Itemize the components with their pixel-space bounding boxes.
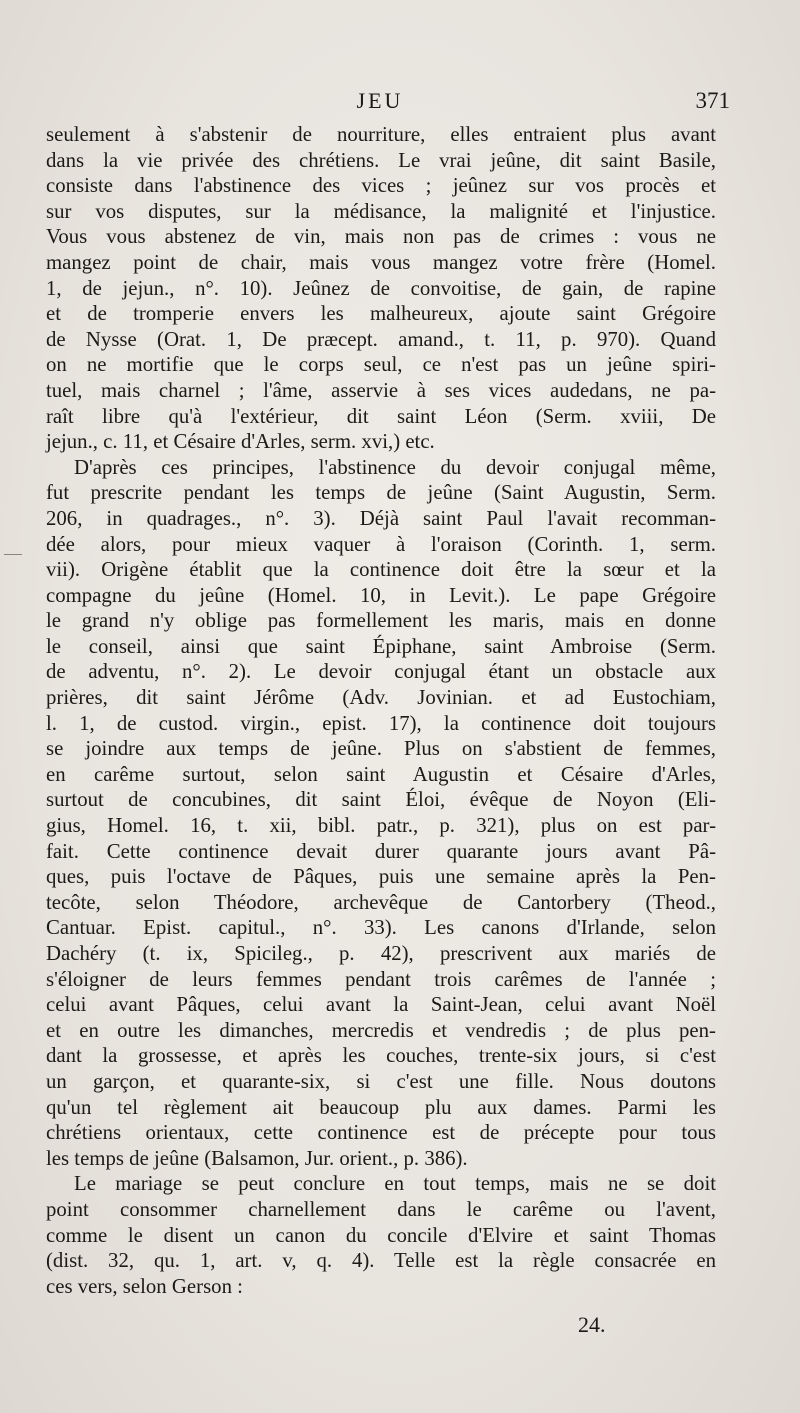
text-line: fut prescrite pendant les temps de jeûne (Saint Augustin, Serm. xyxy=(46,481,716,505)
paragraph xyxy=(46,1171,716,1299)
text-line: se joindre aux temps de jeûne. Plus on s'abstient de femmes, xyxy=(46,737,716,761)
text-line: seulement à s'abstenir de nourriture, elles entraient plus avant xyxy=(46,123,716,146)
text-line: ques, puis l'octave de Pâques, puis une semaine après la Pen- xyxy=(46,865,716,889)
text-line: le conseil, ainsi que saint Épiphane, saint Ambroise (Serm. xyxy=(46,634,716,658)
text-line: fait. Cette continence devait durer quarante jours avant Pâ- xyxy=(46,839,716,863)
text-line: 1, de jejun., n°. 10). Jeûnez de convoitise, de gain, de rapine xyxy=(46,276,716,300)
page-header xyxy=(46,86,730,126)
text-line: on ne mortifie que le corps seul, ce n'est pas un jeûne spiri- xyxy=(46,353,716,377)
page-number: 371 xyxy=(695,88,730,113)
text-line: vii). Origène établit que la continence doit être la sœur et la xyxy=(46,558,716,582)
text-line: Vous vous abstenez de vin, mais non pas de crimes : vous ne xyxy=(46,225,716,249)
text-line: et de tromperie envers les malheureux, ajoute saint Grégoire xyxy=(46,302,716,326)
text-line: celui avant Pâques, celui avant la Saint-Jean, celui avant Noël xyxy=(46,993,716,1017)
running-head: JEU xyxy=(356,88,404,113)
text-line: dée alors, pour mieux vaquer à l'oraison (Corinth. 1, serm. xyxy=(46,532,716,556)
text-line: consiste dans l'abstinence des vices ; jeûnez sur vos procès et xyxy=(46,174,716,198)
text-line: sur vos disputes, sur la médisance, la malignité et l'injustice. xyxy=(46,199,716,223)
text-line: qu'un tel règlement ait beaucoup plu aux dames. Parmi les xyxy=(46,1095,716,1119)
text-line: Dachéry (t. ix, Spicileg., p. 42), prescrivent aux mariés de xyxy=(46,942,716,965)
text-line: 206, in quadrages., n°. 3). Déjà saint Paul l'avait recomman- xyxy=(46,506,716,530)
text-line: tuel, mais charnel ; l'âme, asservie à ses vices audedans, ne pa- xyxy=(46,378,716,402)
text-line: surtout de concubines, dit saint Éloi, évêque de Noyon (Eli- xyxy=(46,788,716,812)
text-line: Le mariage se peut conclure en tout temps, mais ne se doit xyxy=(74,1172,716,1196)
text-line: de adventu, n°. 2). Le devoir conjugal étant un obstacle aux xyxy=(46,660,716,684)
text-line: tecôte, selon Théodore, archevêque de Cantorbery (Theod., xyxy=(46,890,716,914)
text-line: de Nysse (Orat. 1, De præcept. amand., t. 11, p. 970). Quand xyxy=(46,327,716,351)
text-line: en carême surtout, selon saint Augustin et Césaire d'Arles, xyxy=(46,762,716,786)
text-line: gius, Homel. 16, t. xii, bibl. patr., p. 321), plus on est par- xyxy=(46,814,716,838)
text-line: point consommer charnellement dans le carême ou l'avent, xyxy=(46,1197,716,1221)
text-line: les temps de jeûne (Balsamon, Jur. orient., p. 386). xyxy=(46,1146,468,1170)
text-line: mangez point de chair, mais vous mangez votre frère (Homel. xyxy=(46,250,716,274)
margin-mark xyxy=(4,554,22,555)
text-line: s'éloigner de leurs femmes pendant trois carêmes de l'année ; xyxy=(46,967,716,991)
text-line: ces vers, selon Gerson : xyxy=(46,1274,243,1298)
text-line: raît libre qu'à l'extérieur, dit saint Léon (Serm. xviii, De xyxy=(46,404,716,428)
text-line: Cantuar. Epist. capitul., n°. 33). Les canons d'Irlande, selon xyxy=(46,916,716,940)
text-line: jejun., c. 11, et Césaire d'Arles, serm. xvi,) etc. xyxy=(46,430,435,454)
text-line: (dist. 32, qu. 1, art. v, q. 4). Telle est la règle consacrée en xyxy=(46,1249,716,1273)
body-text xyxy=(46,122,716,1299)
signature-mark: 24. xyxy=(578,1312,606,1337)
text-line: compagne du jeûne (Homel. 10, in Levit.). Le pape Grégoire xyxy=(46,583,716,607)
text-line: dant la grossesse, et après les couches, trente-six jours, si c'est xyxy=(46,1044,716,1068)
text-line: dans la vie privée des chrétiens. Le vrai jeûne, dit saint Basile, xyxy=(46,148,716,172)
text-line: prières, dit saint Jérôme (Adv. Jovinian. et ad Eustochiam, xyxy=(46,686,716,710)
paragraph xyxy=(46,122,716,455)
text-line: et en outre les dimanches, mercredis et vendredis ; de plus pen- xyxy=(46,1018,716,1042)
text-line: D'après ces principes, l'abstinence du devoir conjugal même, xyxy=(74,455,716,479)
text-line: l. 1, de custod. virgin., epist. 17), la continence doit toujours xyxy=(46,711,716,735)
text-line: chrétiens orientaux, cette continence est de précepte pour tous xyxy=(46,1121,716,1145)
text-line: un garçon, et quarante-six, si c'est une fille. Nous doutons xyxy=(46,1069,716,1093)
text-line: le grand n'y oblige pas formellement les maris, mais en donne xyxy=(46,609,716,633)
text-line: comme le disent un canon du concile d'Elvire et saint Thomas xyxy=(46,1223,716,1247)
paragraph xyxy=(46,455,716,1172)
